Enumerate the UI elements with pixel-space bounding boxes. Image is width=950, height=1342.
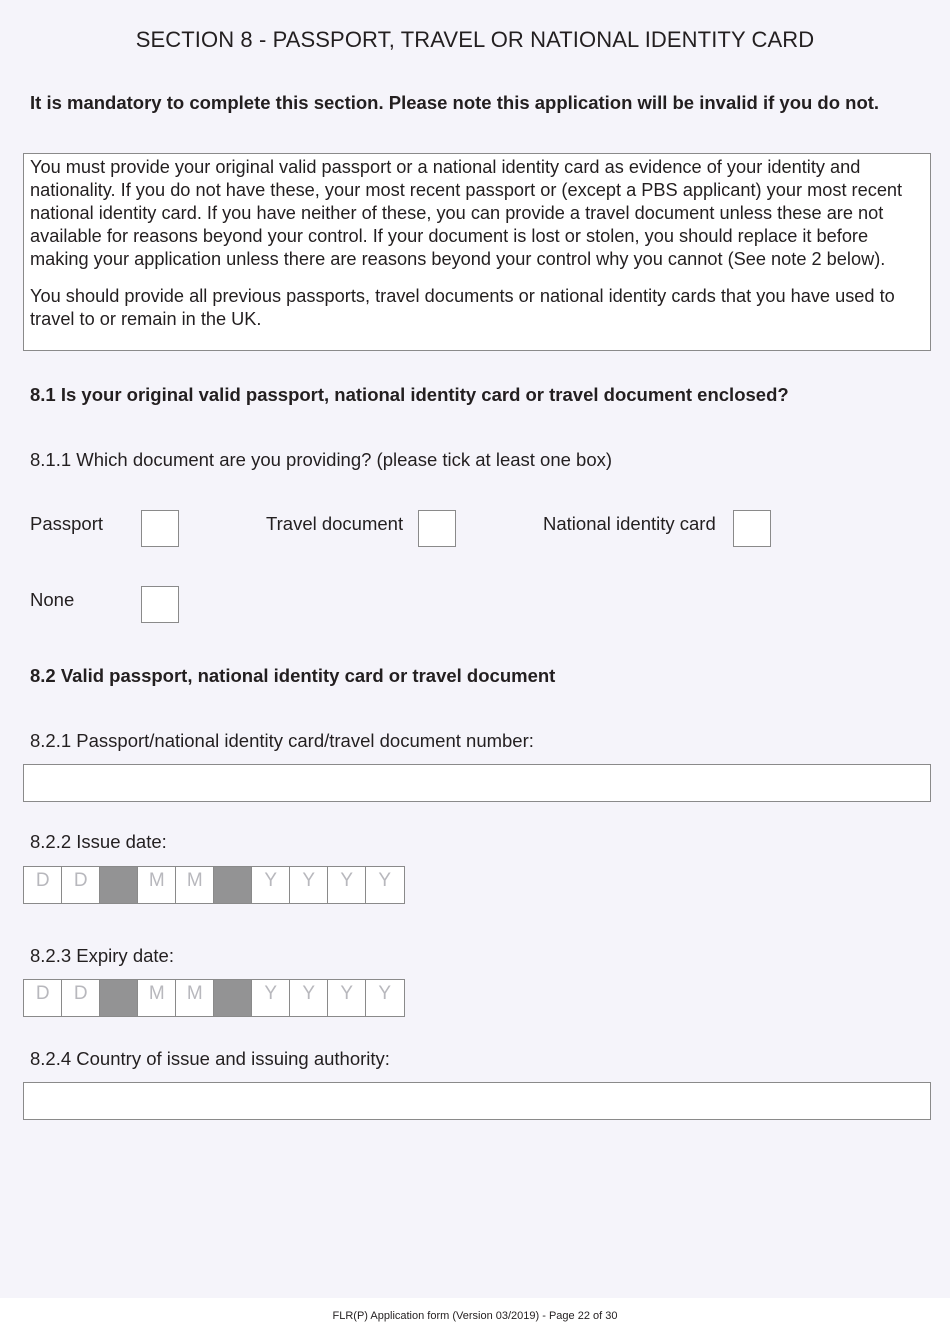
question-8-2: 8.2 Valid passport, national identity card or travel document (30, 665, 556, 686)
mandatory-notice: It is mandatory to complete this section. Please note this application will be invalid if you do not. (30, 92, 880, 113)
country-of-issue-field[interactable] (23, 1082, 931, 1120)
issue-month-2[interactable]: M (175, 866, 215, 904)
issue-date-separator (99, 866, 139, 904)
passport-label: Passport (30, 513, 104, 534)
issue-year-2[interactable]: Y (289, 866, 329, 904)
expiry-date-separator (213, 979, 253, 1017)
question-8-1-1: 8.1.1 Which document are you providing? (please tick at least one box) (30, 449, 613, 470)
national-identity-card-checkbox[interactable] (733, 510, 771, 547)
issue-day-1[interactable]: D (23, 866, 63, 904)
issue-year-1[interactable]: Y (251, 866, 291, 904)
passport-checkbox[interactable] (141, 510, 179, 547)
travel-document-label: Travel document (266, 513, 404, 534)
issue-day-2[interactable]: D (61, 866, 101, 904)
issue-date-field[interactable] (23, 866, 405, 904)
expiry-year-1[interactable]: Y (251, 979, 291, 1017)
expiry-year-3[interactable]: Y (327, 979, 367, 1017)
question-8-2-1: 8.2.1 Passport/national identity card/travel document number: (30, 730, 534, 751)
question-8-2-2: 8.2.2 Issue date: (30, 831, 167, 852)
question-8-1: 8.1 Is your original valid passport, national identity card or travel document enclosed? (30, 384, 789, 405)
issue-year-3[interactable]: Y (327, 866, 367, 904)
national-identity-card-label: National identity card (543, 513, 716, 534)
expiry-month-1[interactable]: M (137, 979, 177, 1017)
none-checkbox[interactable] (141, 586, 179, 623)
travel-document-checkbox[interactable] (418, 510, 456, 547)
issue-date-separator (213, 866, 253, 904)
expiry-day-1[interactable]: D (23, 979, 63, 1017)
document-number-field[interactable] (23, 764, 931, 802)
info-paragraph-1: You must provide your original valid passport or a national identity card as evidence of your identity and nationality. If you do not have these, your most recent passport or (except a PBS applicant) your most recent national identity card. If you have neither of these, you can provide a travel document unless these are not available for reasons beyond your control. If your document is lost or stolen, you should replace it before making your application unless there are reasons beyond your control why you cannot (See note 2 below). (30, 157, 903, 269)
expiry-year-4[interactable]: Y (365, 979, 405, 1017)
none-label: None (30, 589, 75, 610)
issue-month-1[interactable]: M (137, 866, 177, 904)
expiry-day-2[interactable]: D (61, 979, 101, 1017)
issue-year-4[interactable]: Y (365, 866, 405, 904)
expiry-month-2[interactable]: M (175, 979, 215, 1017)
page-footer: FLR(P) Application form (Version 03/2019) - Page 22 of 30 (332, 1310, 618, 1322)
question-8-2-3: 8.2.3 Expiry date: (30, 945, 174, 966)
info-box (23, 153, 931, 351)
expiry-year-2[interactable]: Y (289, 979, 329, 1017)
expiry-date-field[interactable] (23, 979, 405, 1017)
section-title: SECTION 8 - PASSPORT, TRAVEL OR NATIONAL IDENTITY CARD (135, 27, 815, 52)
question-8-2-4: 8.2.4 Country of issue and issuing authority: (30, 1048, 390, 1069)
expiry-date-separator (99, 979, 139, 1017)
info-paragraph-2: You should provide all previous passports, travel documents or national identity cards that you have used to travel to or remain in the UK. (30, 286, 895, 329)
